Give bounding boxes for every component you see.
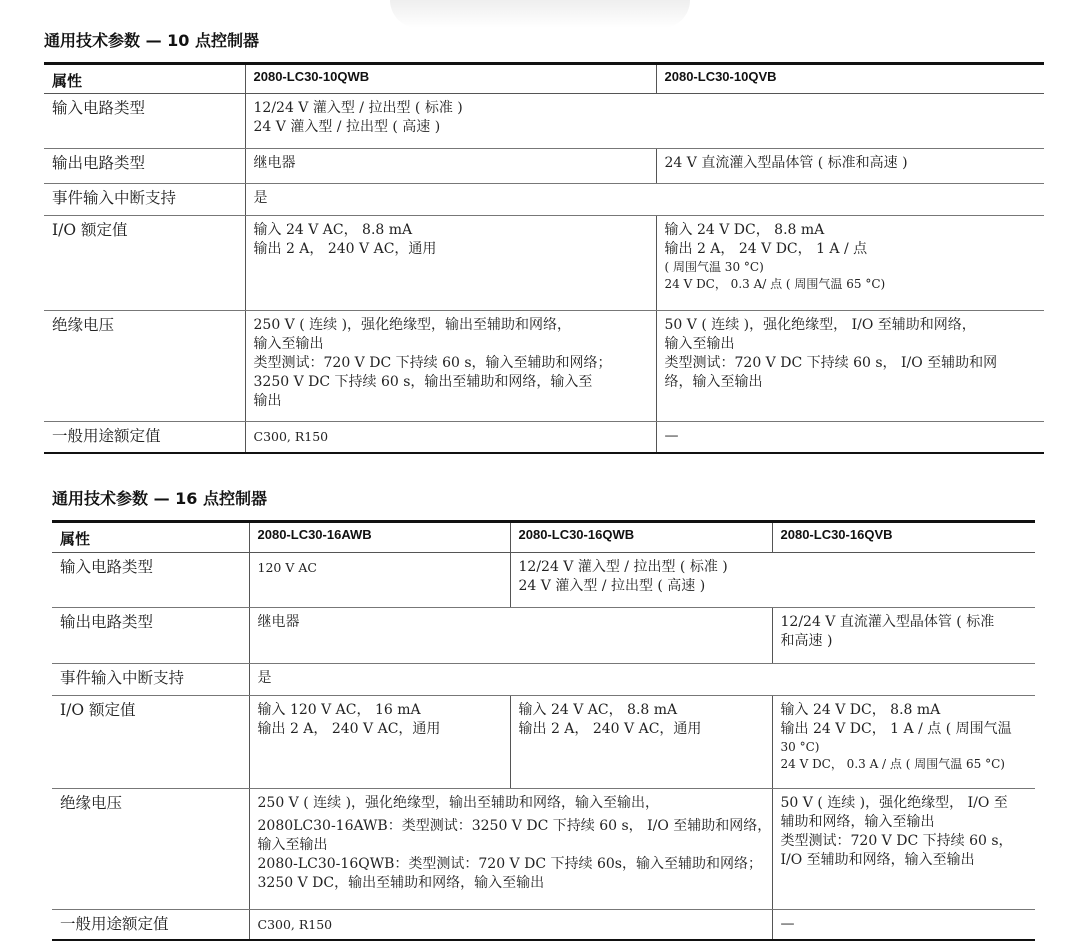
- row-label: 事件输入中断支持: [44, 184, 245, 216]
- io-rating-qwb: [245, 216, 656, 311]
- table-row: [52, 789, 1035, 910]
- isolation-qvb: [656, 311, 1044, 422]
- top-shadow: [390, 0, 690, 28]
- row-label: 输出电路类型: [52, 608, 249, 664]
- spec-table-10pt: [44, 62, 1044, 454]
- text-line: 类型测试：720 V DC 下持续 60 s，: [780, 833, 1013, 849]
- table-row: [44, 422, 1044, 453]
- text-line: 输出 2 A， 24 V DC， 1 A / 点: [664, 241, 868, 257]
- text-line: 输入至输出: [664, 336, 735, 352]
- io-rating-qwb: [510, 696, 772, 789]
- output-circuit-qvb: [772, 608, 1035, 664]
- text-line: 24 V DC， 0.3 A/ 点 ( 周围气温 65 °C): [664, 277, 886, 291]
- table-row: [52, 608, 1035, 664]
- table-row: [52, 696, 1035, 789]
- header-16awb: 2080-LC30-16AWB: [249, 522, 510, 553]
- event-interrupt-value: 是: [245, 184, 1044, 216]
- row-label: 输出电路类型: [44, 149, 245, 184]
- table-row: [44, 216, 1044, 311]
- text-line: 输入 24 V AC， 8.8 mA: [253, 222, 413, 238]
- row-label: I/O 额定值: [52, 696, 249, 789]
- io-rating-qvb: [656, 216, 1044, 311]
- output-circuit-qvb: 24 V 直流灌入型晶体管 ( 标准和高速 ): [656, 149, 1044, 184]
- row-label: 绝缘电压: [52, 789, 249, 910]
- text-line: 输入至输出: [253, 336, 324, 352]
- isolation-qvb: [772, 789, 1035, 910]
- text-line: 输出 2 A， 240 V AC，通用: [253, 241, 437, 257]
- text-line: 2080LC30-16AWB：类型测试：3250 V DC 下持续 60 s， I/O 至辅助和网络，: [257, 818, 772, 834]
- text-line: I/O 至辅助和网络，输入至输出: [780, 852, 975, 868]
- io-rating-qvb: [772, 696, 1035, 789]
- text-line: 输入至输出: [257, 837, 328, 853]
- text-line: 输出 2 A， 240 V AC，通用: [518, 721, 702, 737]
- text-line: 输出 2 A， 240 V AC，通用: [257, 721, 441, 737]
- row-label: 输入电路类型: [44, 94, 245, 149]
- input-circuit-awb: 120 V AC: [249, 553, 510, 608]
- table-row: [44, 149, 1044, 184]
- row-label: 一般用途额定值: [52, 910, 249, 940]
- text-line: 50 V ( 连续 )，强化绝缘型， I/O 至: [780, 795, 1008, 811]
- text-line: 2080-LC30-16QWB：类型测试：720 V DC 下持续 60s，输入至辅助和网络；: [257, 856, 762, 872]
- output-circuit-qwb: 继电器: [245, 149, 656, 184]
- text-line: 3250 V DC 下持续 60 s，输出至辅助和网络，输入至: [253, 374, 593, 390]
- text-line: 输入 24 V DC， 8.8 mA: [664, 222, 825, 238]
- general-purpose-qwb: C300, R150: [245, 422, 656, 453]
- text-line: ( 周围气温 30 °C): [664, 260, 764, 274]
- table-row: [44, 94, 1044, 149]
- text-line: 12/24 V 灌入型 / 拉出型 ( 标准 ): [518, 559, 728, 575]
- text-line: 3250 V DC，输出至辅助和网络，输入至输出: [257, 875, 545, 891]
- text-line: 50 V ( 连续 )，强化绝缘型， I/O 至辅助和网络，: [664, 317, 976, 333]
- table-row: [44, 184, 1044, 216]
- text-line: 250 V ( 连续 )，强化绝缘型，输出至辅助和网络，: [253, 317, 572, 333]
- text-line: 12/24 V 直流灌入型晶体管 ( 标准: [780, 614, 995, 630]
- table-row: [52, 664, 1035, 696]
- input-circuit-value: [245, 94, 1044, 149]
- table-row: [52, 553, 1035, 608]
- output-circuit-awb-qwb: 继电器: [249, 608, 772, 664]
- text-line: 和高速 ): [780, 633, 833, 649]
- general-purpose-awb-qwb: C300, R150: [249, 910, 772, 940]
- row-label: 事件输入中断支持: [52, 664, 249, 696]
- header-row: [52, 522, 1035, 553]
- general-purpose-qvb: —: [772, 910, 1035, 940]
- event-interrupt-value: 是: [249, 664, 1035, 696]
- general-purpose-qvb: —: [656, 422, 1044, 453]
- header-10qwb: 2080-LC30-10QWB: [245, 64, 656, 94]
- spec-table-16pt: [52, 520, 1035, 941]
- text-line: 输入 24 V DC， 8.8 mA: [780, 702, 941, 718]
- text-line: 输出: [253, 393, 282, 409]
- text-line: 30 °C): [780, 740, 820, 754]
- table2-title: 通用技术参数 — 16 点控制器: [52, 489, 267, 508]
- text-line: 输入 120 V AC， 16 mA: [257, 702, 421, 718]
- header-attribute: 属性: [52, 522, 249, 553]
- text-line: 类型测试：720 V DC 下持续 60 s， I/O 至辅助和网: [664, 355, 998, 371]
- text-line: 12/24 V 灌入型 / 拉出型 ( 标准 ): [253, 100, 463, 116]
- row-label: 输入电路类型: [52, 553, 249, 608]
- input-circuit-qwb-qvb: [510, 553, 1035, 608]
- row-label: I/O 额定值: [44, 216, 245, 311]
- text-line: 24 V DC， 0.3 A / 点 ( 周围气温 65 °C): [780, 757, 1005, 771]
- header-10qvb: 2080-LC30-10QVB: [656, 64, 1044, 94]
- isolation-awb-qwb: [249, 789, 772, 910]
- text-line: 24 V 灌入型 / 拉出型 ( 高速 ): [253, 119, 441, 135]
- text-line: 辅助和网络，输入至输出: [780, 814, 935, 830]
- header-row: [44, 64, 1044, 94]
- header-16qvb: 2080-LC30-16QVB: [772, 522, 1035, 553]
- header-attribute: 属性: [44, 64, 245, 94]
- table-row: [52, 910, 1035, 940]
- isolation-qwb: [245, 311, 656, 422]
- row-label: 一般用途额定值: [44, 422, 245, 453]
- header-16qwb: 2080-LC30-16QWB: [510, 522, 772, 553]
- table-row: [44, 311, 1044, 422]
- text-line: 250 V ( 连续 )，强化绝缘型，输出至辅助和网络，输入至输出，: [257, 795, 660, 811]
- text-line: 输出 24 V DC， 1 A / 点 ( 周围气温: [780, 721, 1012, 737]
- text-line: 络，输入至输出: [664, 374, 763, 390]
- row-label: 绝缘电压: [44, 311, 245, 422]
- text-line: 24 V 灌入型 / 拉出型 ( 高速 ): [518, 578, 706, 594]
- io-rating-awb: [249, 696, 510, 789]
- text-line: 类型测试：720 V DC 下持续 60 s，输入至辅助和网络；: [253, 355, 612, 371]
- text-line: 输入 24 V AC， 8.8 mA: [518, 702, 678, 718]
- table1-title: 通用技术参数 — 10 点控制器: [44, 31, 259, 50]
